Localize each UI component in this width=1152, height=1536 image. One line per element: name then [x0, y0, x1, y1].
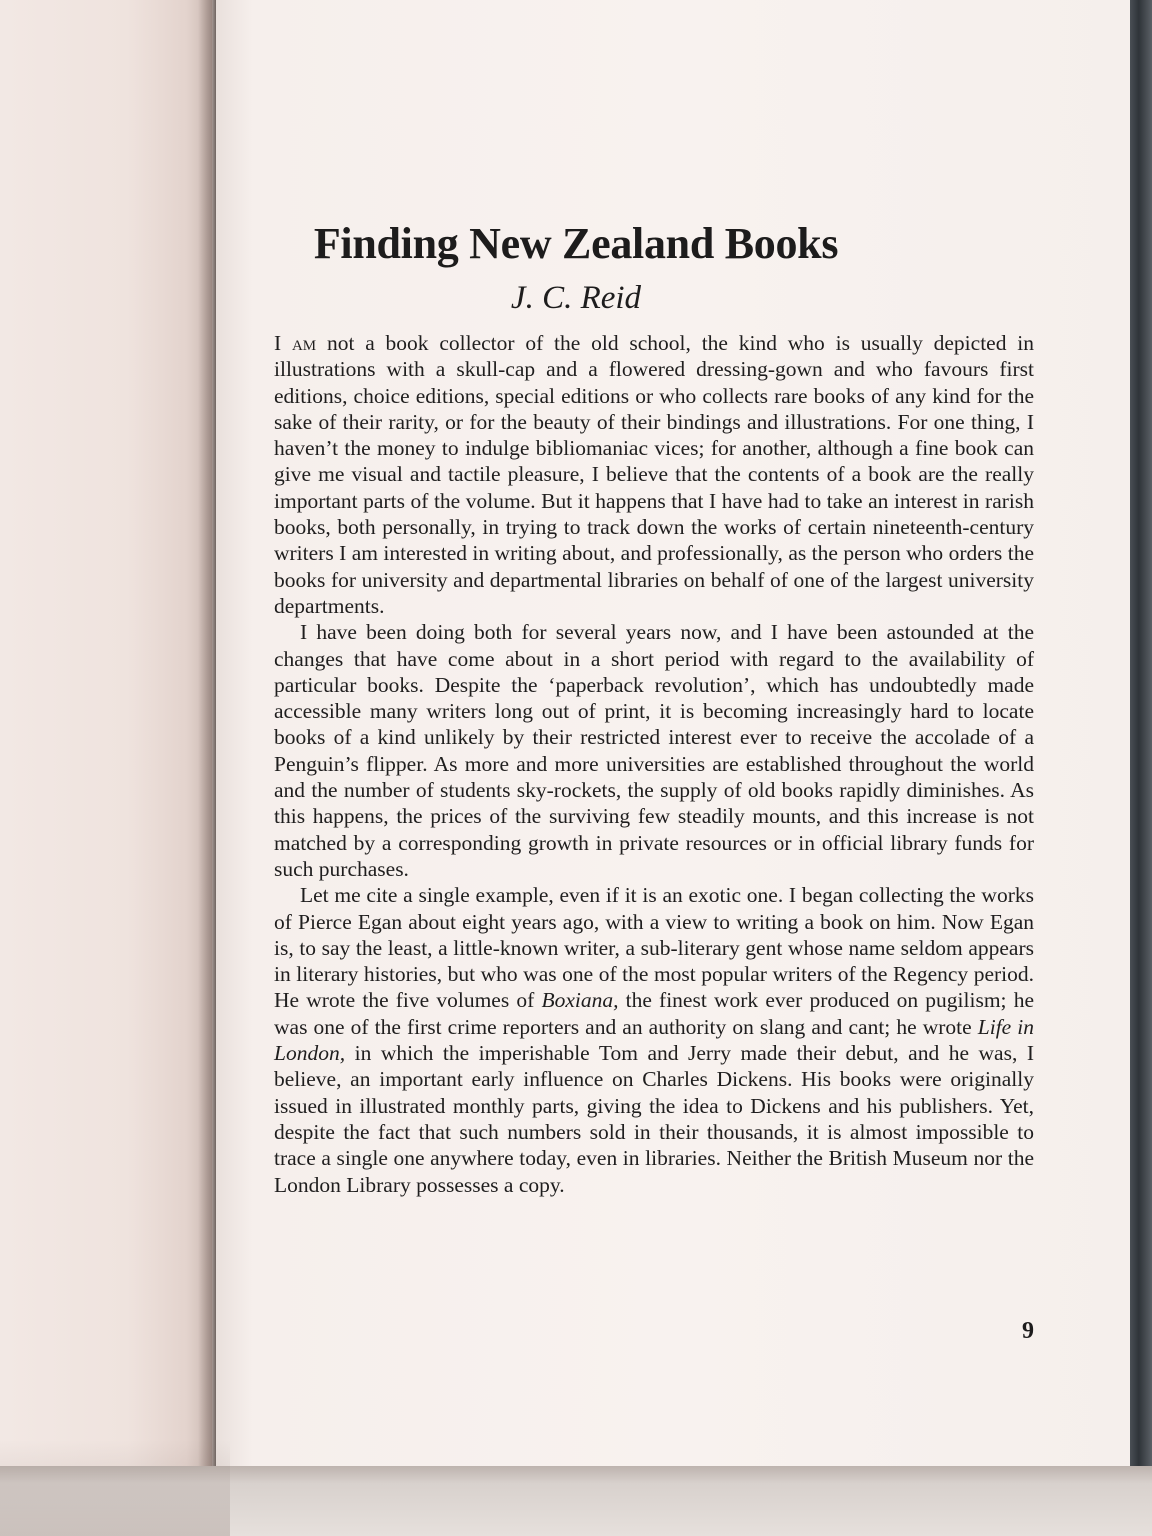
page-shadow [0, 1440, 230, 1536]
book-title-life-in-london: Life in London, [274, 1014, 1035, 1066]
paragraph-1-lead: I am [274, 331, 317, 355]
book-title-boxiana: Boxiana, [541, 988, 619, 1013]
paragraph-3 [274, 882, 1034, 1198]
paragraph-1 [274, 330, 1034, 619]
article-body [274, 330, 1034, 1198]
paragraph-1-text: not a book collector of the old school, the kind who is usually depicted in illustrations with a skull-cap and a flowered dressing-gown and who favours first editions, choice editions, special editions or who collects rare books of any kind for the sake of their rarity, or for the beauty of their bindings and illustrations. For one thing, I haven’t the money to indulge bibliomaniac vices; for another, although a fine book can give me visual and tactile pleasure, I believe that the contents of a book are the really important parts of the volume. But it happens that I have had to take an interest in rarish books, both personally, in trying to track down the works of certain nineteenth-century writers I am interested in writing about, and professionally, as the person who orders the books for university and departmental libraries on behalf of one of the largest university departments. [274, 331, 1034, 618]
paragraph-3-part-b: the finest work ever produced on pugilism; he was one of the first crime reporters and an authority on slang and cant; he wrote [274, 988, 1034, 1039]
page-number: 9 [1022, 1318, 1034, 1344]
paragraph-3-part-a: Let me cite a single example, even if it is an exotic one. I began collecting the works of Pierce Egan about eight years ago, with a view to writing a book on him. Now Egan is, to say the least, a little-known writer, a sub-literary gent whose name seldom appears in literary histories, but who was one of the most popular writers of the Regency period. He wrote the five volumes of [274, 883, 1034, 1013]
paragraph-3-part-c: in which the imperishable Tom and Jerry made their debut, and he was, I believe, an important early influence on Charles Dickens. His books were originally issued in illustrated monthly parts, giving the idea to Dickens and his publishers. Yet, despite the fact that such numbers sold in their thousands, it is almost impossible to trace a single one anywhere today, even in libraries. Neither the British Museum nor the London Library possesses a copy. [274, 1041, 1034, 1197]
article-author: J. C. Reid [510, 280, 642, 316]
article-title: Finding New Zealand Books [313, 219, 839, 268]
paragraph-2: I have been doing both for several years now, and I have been astounded at the changes that have come about in a short period with regard to the availability of particular books. Despite the ‘paperback revolution’, which has undoubtedly made accessible many writers long out of print, it is becoming increasingly hard to locate books of a kind unlikely by their restricted interest ever to receive the accolade of a Penguin’s flipper. As more and more universities are established throughout the world and the number of students sky-rockets, the supply of old books rapidly diminishes. As this happens, the prices of the surviving few steadily mounts, and this increase is not matched by a corresponding growth in private resources or in official library funds for such purchases. [274, 620, 1034, 881]
